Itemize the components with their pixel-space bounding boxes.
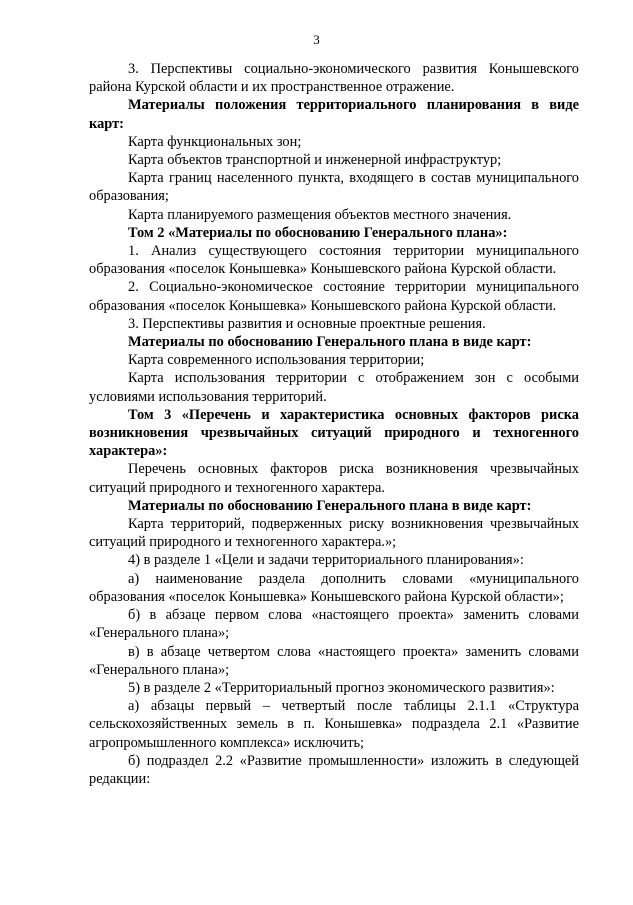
section-heading: Материалы по обоснованию Генерального плана в виде карт: [128,334,532,351]
paragraph: 4) в разделе 1 «Цели и задачи территориального планирования»: [128,552,524,569]
section-heading: Материалы положения территориального планирования в виде карт: [89,97,579,132]
paragraph: а) наименование раздела дополнить словами «муниципального образования «поселок Конышевка» Конышевского района Курской области»; [89,570,579,605]
section-heading: Том 3 «Перечень и характеристика основных факторов риска возникновения чрезвычайных ситуаций природного и техногенного характера»: [89,406,579,460]
paragraph: Карта границ населенного пункта, входящего в состав муниципального образования; [89,170,579,205]
paragraph: 3. Перспективы развития и основные проектные решения. [128,315,486,332]
paragraph: Карта планируемого размещения объектов местного значения. [128,206,512,223]
page-number: 3 [313,32,320,47]
paragraph: в) в абзаце четвертом слова «настоящего проекта» заменить словами «Генерального плана»; [89,643,579,678]
paragraph: Перечень основных факторов риска возникновения чрезвычайных ситуаций природного и техногенного характера. [89,461,579,496]
paragraph: Карта функциональных зон; [128,133,302,150]
paragraph: б) в абзаце первом слова «настоящего проекта» заменить словами «Генерального плана»; [89,607,579,642]
paragraph: а) абзацы первый – четвертый после таблицы 2.1.1 «Структура сельскохозяйственных земель в п. Конышевка» подраздела 2.1 «Развитие агропромышленного комплекса» исключить; [89,698,579,751]
section-heading: Том 2 «Материалы по обоснованию Генерального плана»: [128,224,508,241]
paragraph: 2. Социально-экономическое состояние территории муниципального образования «поселок Конышевка» Конышевского района Курской области. [89,279,579,314]
paragraph: Карта использования территории с отображением зон с особыми условиями использования территорий. [89,370,579,405]
section-heading: Материалы по обоснованию Генерального плана в виде карт: [128,497,532,514]
paragraph: Карта объектов транспортной и инженерной инфраструктур; [128,152,502,169]
paragraph: Карта современного использования территории; [128,352,425,369]
paragraph: Карта территорий, подверженных риску возникновения чрезвычайных ситуаций природного и техногенного характера.»; [89,516,579,551]
document-body [89,60,579,788]
paragraph: б) подраздел 2.2 «Развитие промышленности» изложить в следующей редакции: [89,752,579,787]
paragraph: 1. Анализ существующего состояния территории муниципального образования «поселок Конышевка» Конышевского района Курской области. [89,243,579,278]
paragraph: 5) в разделе 2 «Территориальный прогноз экономического развития»: [128,679,555,696]
paragraph: 3. Перспективы социально-экономического развития Конышевского района Курской области и их пространственное отражение. [89,61,579,96]
